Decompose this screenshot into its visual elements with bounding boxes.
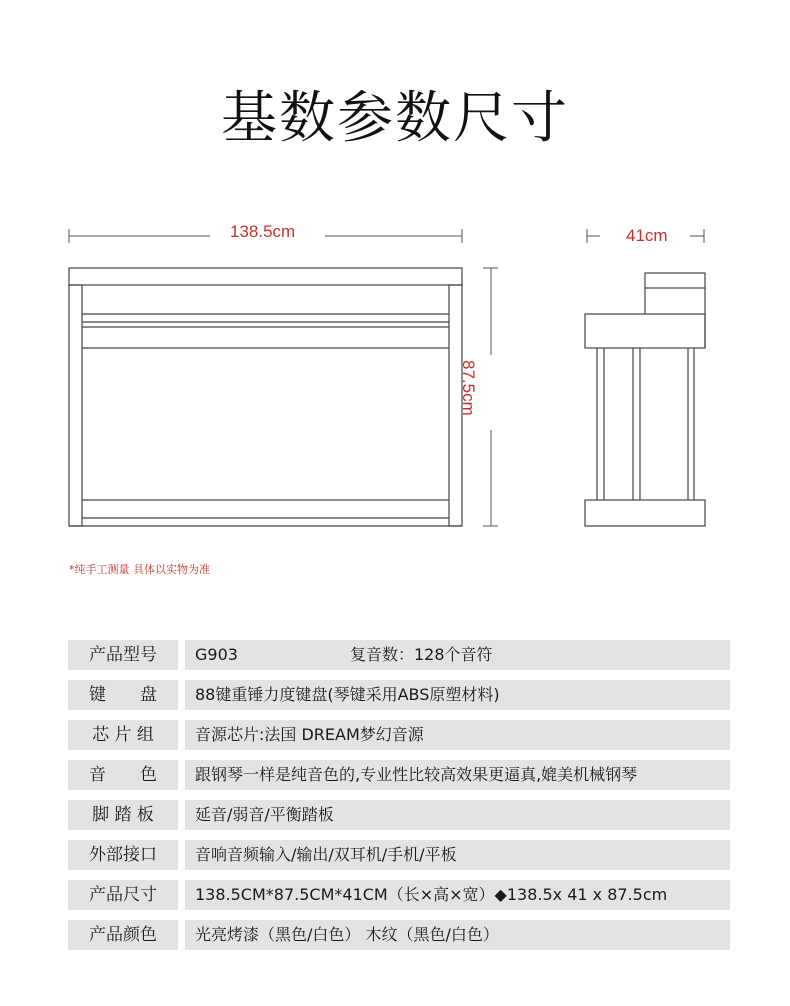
spec-value: 延音/弱音/平衡踏板 bbox=[185, 800, 730, 830]
spec-label: 脚 踏 板 bbox=[68, 800, 178, 830]
spec-value: 跟钢琴一样是纯音色的,专业性比较高效果更逼真,媲美机械钢琴 bbox=[185, 760, 730, 790]
height-dimension-label: 87.5cm bbox=[459, 360, 478, 416]
spec-row-size bbox=[68, 880, 730, 910]
spec-label: 键 盘 bbox=[68, 680, 178, 710]
spec-value-polyphony: 复音数：128个音符 bbox=[350, 645, 493, 664]
spec-label: 产品型号 bbox=[68, 640, 178, 670]
width-dimension-label: 138.5cm bbox=[230, 222, 296, 241]
spec-value: 88键重锤力度键盘(琴键采用ABS原塑材料) bbox=[185, 680, 730, 710]
spec-row-keyboard bbox=[68, 680, 730, 710]
spec-value bbox=[185, 640, 730, 670]
spec-label: 产品尺寸 bbox=[68, 880, 178, 910]
piano-front-view bbox=[69, 268, 462, 526]
spec-row-pedals bbox=[68, 800, 730, 830]
spec-row-interfaces bbox=[68, 840, 730, 870]
depth-dimension-label: 41cm bbox=[626, 226, 668, 245]
spec-value-model: G903 bbox=[195, 645, 238, 664]
measurement-note: *纯手工测量 具体以实物为准 bbox=[69, 563, 210, 576]
spec-value: 音源芯片:法国 DREAM梦幻音源 bbox=[185, 720, 730, 750]
spec-label: 芯 片 组 bbox=[68, 720, 178, 750]
spec-label: 音 色 bbox=[68, 760, 178, 790]
height-dimension-line bbox=[483, 268, 498, 526]
spec-row-chipset bbox=[68, 720, 730, 750]
spec-label: 外部接口 bbox=[68, 840, 178, 870]
spec-table bbox=[68, 640, 730, 960]
spec-row-model bbox=[68, 640, 730, 670]
spec-value: 光亮烤漆（黑色/白色） 木纹（黑色/白色） bbox=[185, 920, 730, 950]
spec-row-tone bbox=[68, 760, 730, 790]
spec-label: 产品颜色 bbox=[68, 920, 178, 950]
spec-value: 音响音频输入/输出/双耳机/手机/平板 bbox=[185, 840, 730, 870]
page-title: 基数参数尺寸 bbox=[221, 86, 569, 151]
spec-value: 138.5CM*87.5CM*41CM（长×高×宽）◆138.5x 41 x 87.5cm bbox=[185, 880, 730, 910]
spec-row-color bbox=[68, 920, 730, 950]
piano-side-view bbox=[585, 273, 705, 526]
